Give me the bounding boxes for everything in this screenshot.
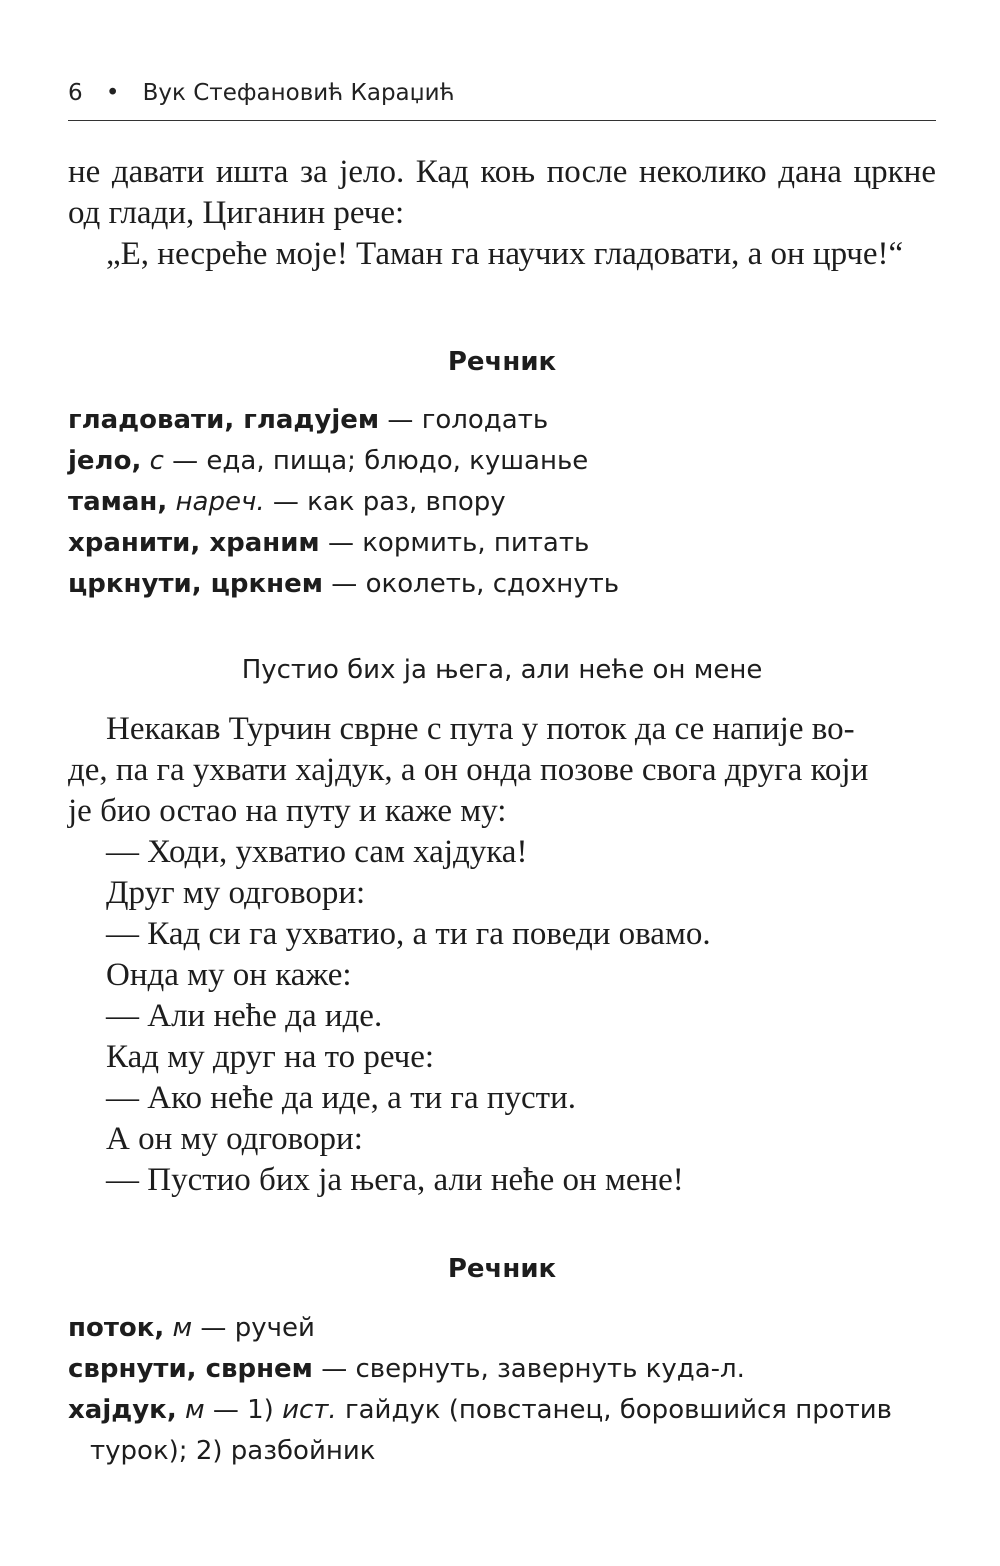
vocab-title-2: Речник	[447, 1254, 557, 1284]
vocab-list-2	[68, 1308, 936, 1472]
vocab-entry: хранити, храним — кормить, питать	[68, 528, 590, 558]
dialogue-line: А он му одговори:	[106, 1121, 363, 1157]
vocab-entry: цркнути, цркнем — околеть, сдохнуть	[68, 569, 620, 599]
vocab-entry: сврнути, сврнем — свернуть, завернуть куда-л.	[68, 1354, 745, 1384]
dialogue-line: — Кад си га ухватио, а ти га поведи овамо.	[106, 916, 711, 952]
dialogue-line: Кад му друг на то рече:	[106, 1039, 435, 1075]
dialogue-line: — Ходи, ухватио сам хајдука!	[106, 834, 528, 870]
running-header	[68, 76, 936, 110]
vocab-list-1	[68, 400, 936, 605]
story2-text	[68, 709, 936, 1201]
vocab-entry: таман, нареч. — как раз, впору	[68, 487, 506, 517]
dialogue-line: — Али неће да иде.	[106, 998, 383, 1034]
dialogue-line: — Ако неће да иде, а ти га пусти.	[106, 1080, 576, 1116]
vocab-title-1: Речник	[447, 347, 557, 377]
story2-title: Пустио бих ја њега, али неће он мене	[241, 655, 763, 685]
story1-ending	[68, 152, 936, 275]
story2-title-block	[68, 653, 936, 687]
dialogue-line: Друг му одговори:	[106, 875, 366, 911]
vocab-section-1	[68, 345, 936, 379]
header-author: Вук Стефановић Караџић	[142, 80, 455, 106]
page-number: 6	[68, 80, 83, 106]
dialogue-line: — Пустио бих ја њега, али неће он мене!	[106, 1162, 684, 1198]
dialogue-line: Онда му он каже:	[106, 957, 352, 993]
text-line: Некакав Турчин сврне с пута у поток да се напије во-	[106, 711, 855, 747]
vocab-entry: хајдук, м — 1) ист. гайдук (повстанец, боровшийся против турок); 2) разбойник	[68, 1395, 892, 1466]
vocab-entry: јело, с — еда, пища; блюдо, кушанье	[68, 446, 589, 476]
text-line: је био остао на путу и каже му:	[68, 793, 507, 829]
text-line: де, па га ухвати хајдук, а он онда позове свога друга који	[68, 752, 869, 788]
story1-paragraph-1: не давати ишта за јело. Кад коњ после неколико дана цркне од глади, Циганин рече:	[68, 154, 936, 231]
header-bullet: •	[105, 80, 120, 106]
vocab-entry: гладовати, гладујем — голодать	[68, 405, 549, 435]
vocab-entry: поток, м — ручей	[68, 1313, 315, 1343]
vocab-section-2	[68, 1252, 936, 1286]
header-rule	[68, 120, 936, 121]
story1-paragraph-2: „Е, несреће моје! Таман га научих гладовати, а он црче!“	[106, 236, 904, 272]
